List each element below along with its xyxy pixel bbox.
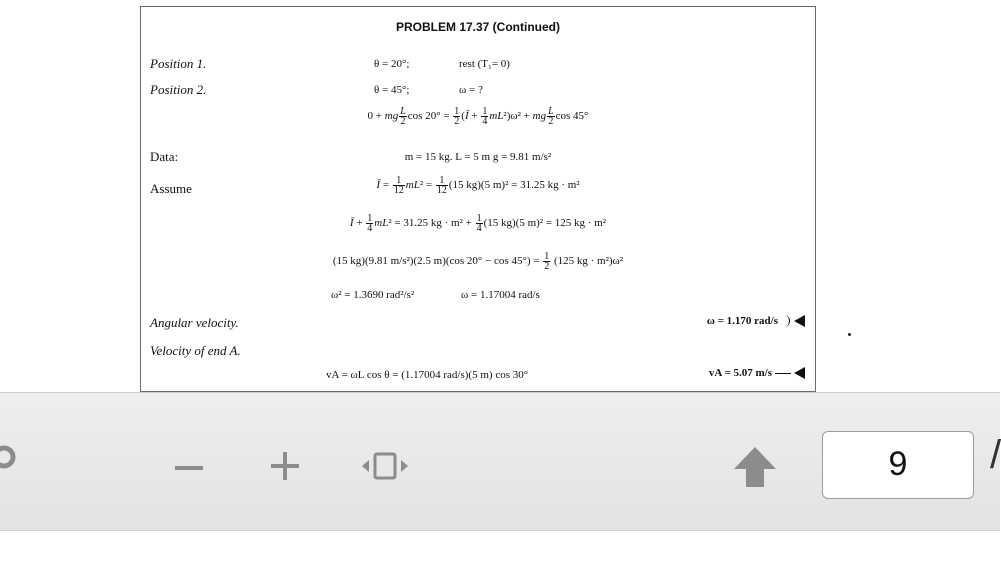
fit-page-icon[interactable] xyxy=(360,449,410,483)
pos2-theta: θ = 45°; xyxy=(374,84,410,96)
answer-omega xyxy=(707,315,805,327)
previous-page-arrow-icon[interactable] xyxy=(732,445,778,489)
direction-line-icon xyxy=(775,373,791,374)
pos1-rest: rest (T₁= 0) xyxy=(459,58,510,70)
label-assume: Assume xyxy=(150,181,192,196)
zoom-in-icon[interactable] xyxy=(268,449,302,483)
answer-va xyxy=(709,367,805,379)
solve-equation: (15 kg)(9.81 m/s²)(2.5 m)(cos 20° − cos 45°) = $\frac{1}{2}$ (125 kg · m²)ω² xyxy=(332,251,624,272)
page-separator: / xyxy=(990,433,1001,477)
stray-dot xyxy=(848,333,851,336)
label-position-1: Position 1. xyxy=(150,56,207,71)
omega-squared: ω² = 1.3690 rad²/s² xyxy=(331,289,415,301)
omega-value: ω = 1.17004 rad/s xyxy=(461,289,540,301)
solve-equation-right: (125 kg · m²)ω² xyxy=(553,255,624,268)
inertia-equation: Ī = $\frac{1}{12}$ mL² = $\frac{1}{12}$ (15 kg)(5 m)² = 31.25 kg · m² xyxy=(376,175,580,196)
data-line: m = 15 kg. L = 5 m g = 9.81 m/s² xyxy=(404,151,552,163)
zoom-out-icon[interactable] xyxy=(172,451,206,485)
answer-marker-icon xyxy=(794,315,805,327)
label-velocity-end-a: Velocity of end A. xyxy=(150,343,241,358)
search-icon[interactable] xyxy=(0,443,22,473)
label-data: Data: xyxy=(150,149,179,164)
answer-va-text: vA = 5.07 m/s xyxy=(708,367,772,379)
pos1-theta: θ = 20°; xyxy=(374,58,410,70)
viewer-toolbar xyxy=(0,392,1000,531)
solve-equation-left: (15 kg)(9.81 m/s²)(2.5 m)(cos 20° − cos 45°) = xyxy=(332,255,540,268)
inertia-sum-equation: Ī + $\frac{1}{4}$ mL² = 31.25 kg · m² + $\frac{1}{4}$ (15 kg)(5 m)² = 125 kg · m² xyxy=(349,213,607,234)
answer-marker-icon xyxy=(794,367,805,379)
page-number-input[interactable]: 9 xyxy=(822,431,974,499)
energy-equation: 0 + mg $\frac{L}{2}$ cos 20° = $\frac{1}{2}$ (Ī + $\frac{1}{4}$ mL²)ω² + mg $\frac{L}{2}$ cos 45° xyxy=(367,106,589,127)
rotation-arrow-icon xyxy=(781,315,790,327)
label-position-2: Position 2. xyxy=(150,82,207,97)
pos2-omega: ω = ? xyxy=(459,84,483,96)
velocity-equation: vA = ωL cos θ = (1.17004 rad/s)(5 m) cos 30° xyxy=(326,369,529,381)
problem-title: PROBLEM 17.37 (Continued) xyxy=(395,20,560,34)
document-page xyxy=(140,6,816,392)
answer-omega-text: ω = 1.170 rad/s xyxy=(706,315,778,327)
label-angular-velocity: Angular velocity. xyxy=(150,315,239,330)
